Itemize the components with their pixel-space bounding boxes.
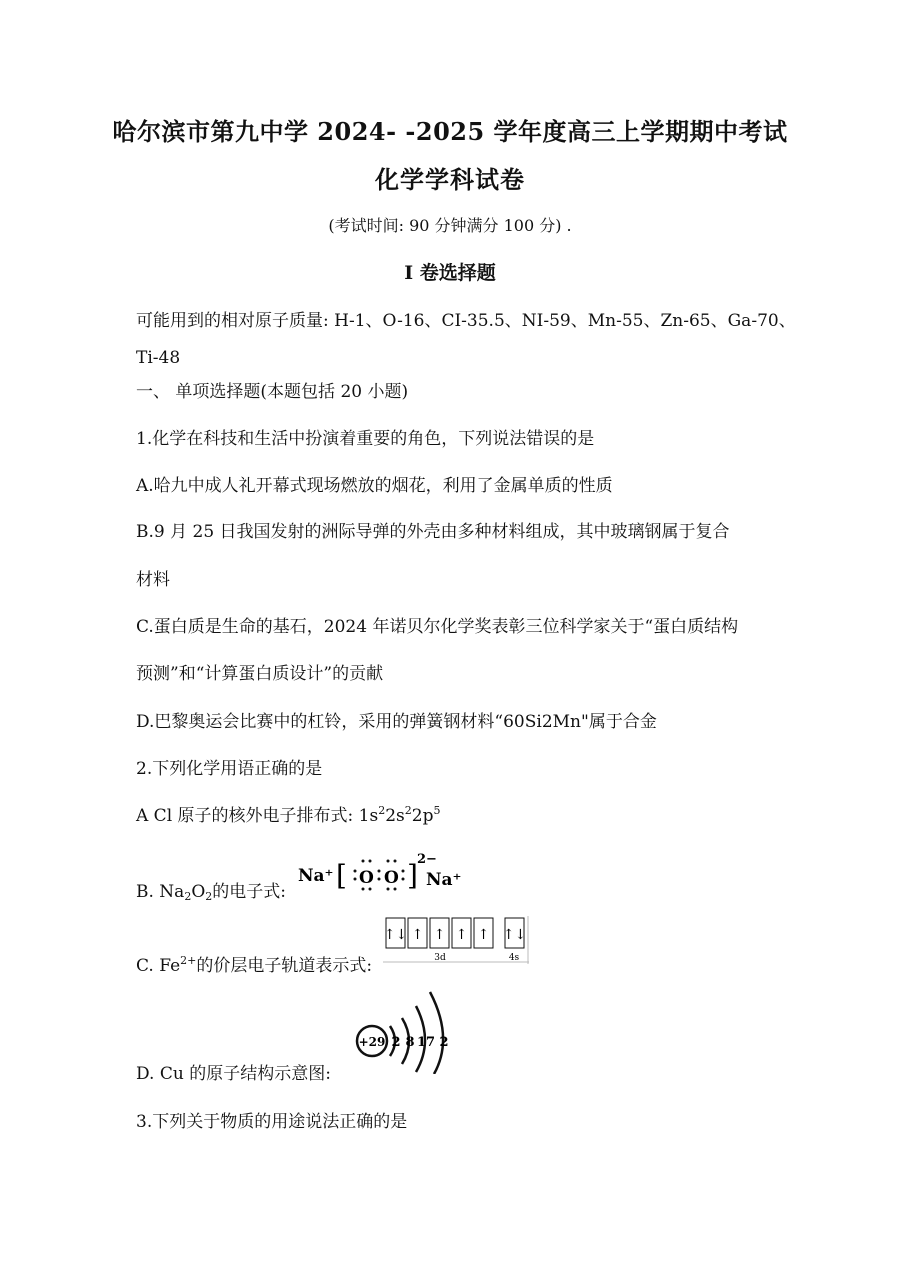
- section-title: I 卷选择题: [404, 262, 496, 284]
- nucleus-charge: +29: [358, 1035, 386, 1049]
- q2-a-sup: 2: [378, 804, 386, 817]
- q1-option-a: A.哈九中成人礼开幕式现场燃放的烟花，利用了金属单质的性质: [136, 476, 613, 496]
- left-bracket: [: [336, 859, 347, 892]
- label-3d: 3d: [434, 953, 446, 963]
- q1-option-b-line-1: B.9 月 25 日我国发射的洲际导弹的外壳由多种材料组成，其中玻璃钢属于复合: [136, 522, 730, 542]
- orbital-box-3d-1: ↑↓: [383, 927, 408, 943]
- q2-b-sub: 2: [205, 890, 213, 903]
- q1-stem: 1.化学在科技和生活中扮演着重要的角色，下列说法错误的是: [136, 429, 595, 449]
- label-4s: 4s: [508, 953, 520, 963]
- q2-a-sup: 5: [433, 804, 441, 817]
- electron-shell-arcs: [390, 992, 443, 1074]
- orbital-box-3d-2: ↑: [411, 927, 424, 943]
- na2o2-electron-formula: [296, 846, 466, 894]
- atomic-masses-line-1: 可能用到的相对原子质量: H-1、O-16、CI-35.5、NI-59、Mn-55、Zn-65、Ga-70、: [136, 311, 796, 331]
- q2-option-a: [136, 804, 441, 826]
- shell-3-electrons: 17: [416, 1035, 436, 1050]
- charge-label: 2−: [417, 852, 437, 867]
- orbital-box-3d-5: ↑: [477, 927, 490, 943]
- q1-option-d: D.巴黎奥运会比赛中的杠铃，采用的弹簧钢材料“60Si2Mn"属于合金: [136, 712, 657, 732]
- q1-option-c-line-1: C.蛋白质是生命的基石，2024 年诺贝尔化学奖表彰三位科学家关于“蛋白质结构: [136, 617, 739, 637]
- fe-orbital-diagram: [383, 914, 533, 970]
- orbital-box-4s: ↑↓: [502, 927, 527, 943]
- shell-4-electrons: 2: [439, 1035, 449, 1050]
- orbital-box-3d-4: ↑: [455, 927, 468, 943]
- q2-c-text: C. Fe: [136, 956, 181, 976]
- exam-subtitle: 化学学科试卷: [375, 165, 525, 194]
- q2-c-sup: 2+: [180, 954, 197, 967]
- q1-option-b-line-2: 材料: [136, 570, 170, 590]
- left-na-ion: Na⁺: [298, 866, 334, 886]
- exam-title: 哈尔滨市第九中学 2024- -2025 学年度高三上学期期中考试: [112, 117, 788, 146]
- q2-c-text: 的价层电子轨道表示式:: [196, 956, 373, 976]
- right-na-ion: Na⁺: [426, 870, 462, 890]
- shell-1-electrons: 2: [391, 1035, 401, 1050]
- q2-a-text: 2s: [385, 806, 405, 826]
- q2-b-text: 的电子式:: [212, 882, 286, 902]
- q2-b-text: B. Na: [136, 882, 185, 902]
- q1-option-c-line-2: 预测”和“计算蛋白质设计”的贡献: [136, 664, 384, 684]
- o-atom-2: O: [384, 868, 399, 888]
- cu-atom-structure-diagram: [350, 988, 460, 1074]
- q2-option-b: [136, 884, 286, 901]
- q2-a-text: A Cl 原子的核外电子排布式: 1s: [136, 806, 379, 826]
- q2-a-sup: 2: [404, 804, 412, 817]
- q2-b-sub: 2: [184, 890, 192, 903]
- q3-stem: 3.下列关于物质的用途说法正确的是: [136, 1112, 408, 1132]
- orbital-box-3d-3: ↑: [433, 927, 446, 943]
- o-atom-1: O: [359, 868, 374, 888]
- part-heading: 一、 单项选择题(本题包括 20 小题): [136, 382, 409, 402]
- atomic-masses-line-2: Ti-48: [136, 348, 181, 368]
- q2-option-d: D. Cu 的原子结构示意图:: [136, 1064, 331, 1084]
- q2-b-text: O: [191, 882, 206, 902]
- q2-stem: 2.下列化学用语正确的是: [136, 759, 323, 779]
- right-bracket: ]: [407, 859, 418, 892]
- q2-option-c: [136, 954, 373, 976]
- exam-time-info: (考试时间: 90 分钟满分 100 分) .: [328, 216, 572, 235]
- q2-a-text: 2p: [411, 806, 434, 826]
- shell-2-electrons: 8: [405, 1035, 415, 1050]
